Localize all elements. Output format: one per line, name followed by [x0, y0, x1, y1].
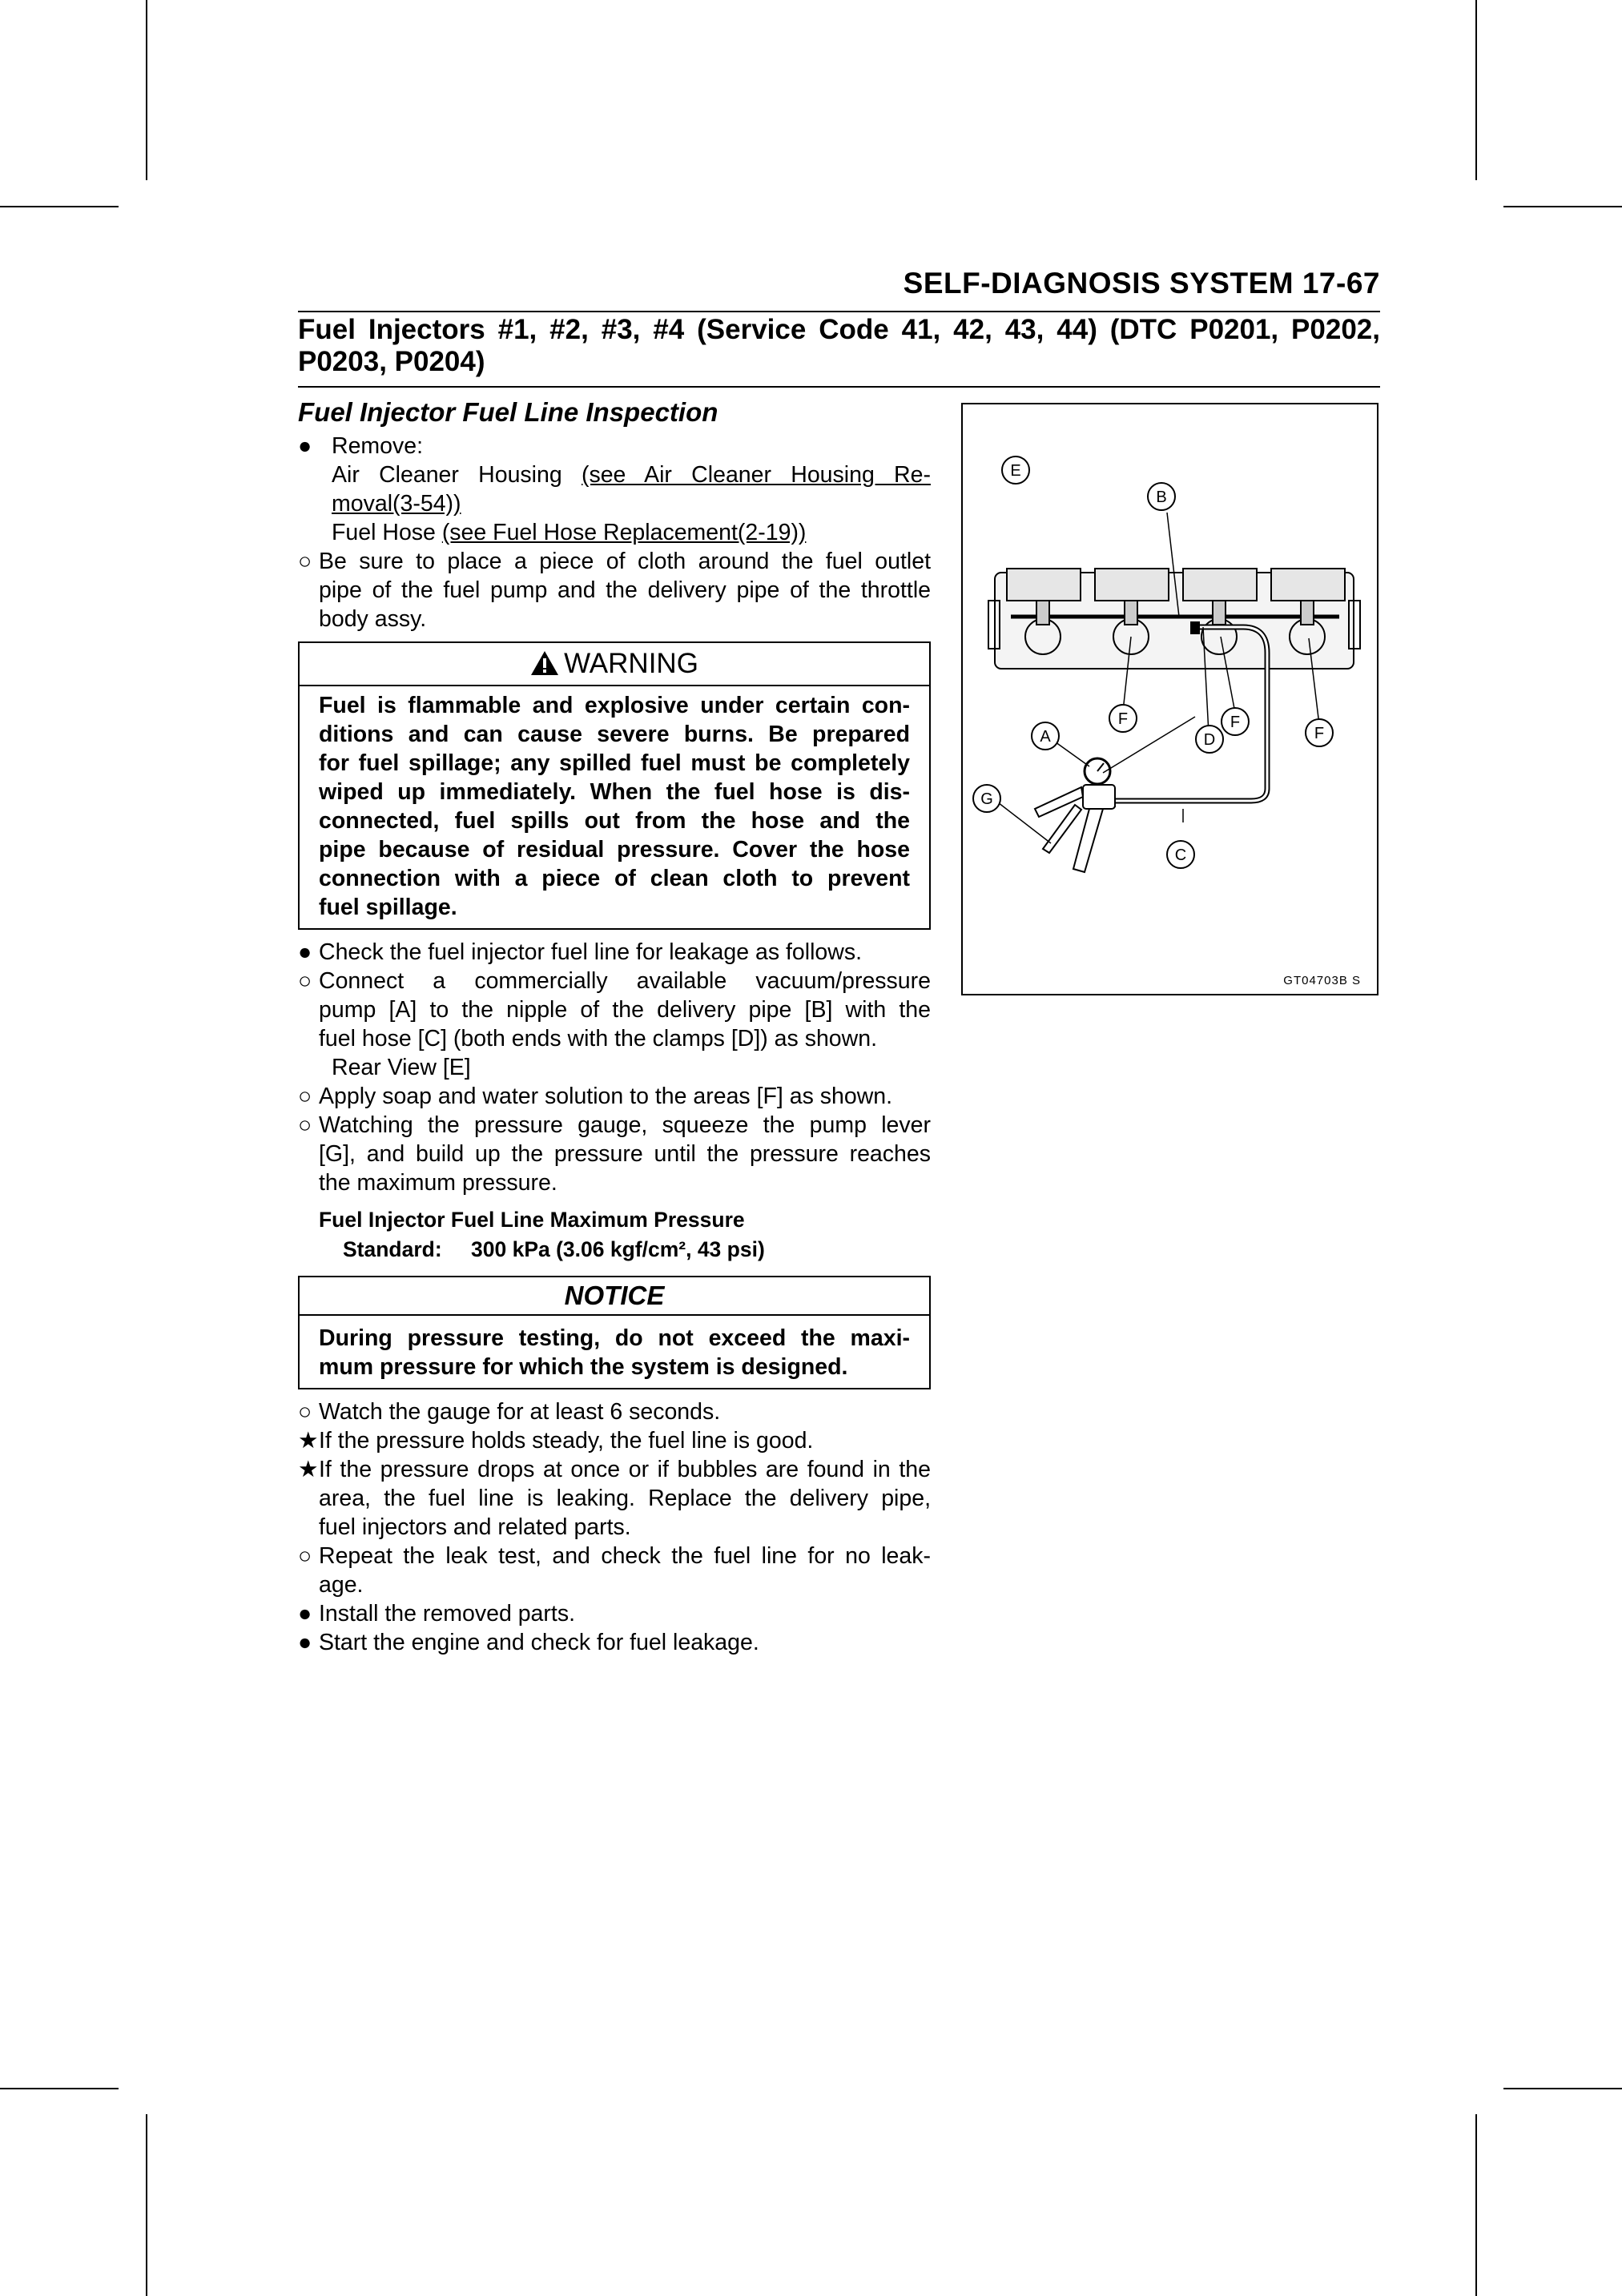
crop-mark [1503, 206, 1622, 207]
spec-value: 300 kPa (3.06 kgf/cm², 43 psi) [471, 1237, 765, 1261]
warning-line: pipe because of residual pressure. Cover the hose [319, 837, 910, 863]
page-header-title: SELF-DIAGNOSIS SYSTEM 17-67 [903, 267, 1380, 300]
pump-body [1083, 785, 1115, 809]
step-cloth-cont: pipe of the fuel pump and the delivery pipe of the throttle [319, 577, 931, 603]
throttle-body-top [1095, 569, 1169, 601]
callout-label-d: D [1203, 731, 1216, 749]
notice-body [300, 1316, 929, 1388]
bullet-icon: ● [298, 1630, 312, 1655]
notice-header [300, 1277, 929, 1316]
step-connect: ○ Connect a commercially available vacuum/pressure [298, 968, 931, 994]
callout-label-b: B [1156, 489, 1167, 506]
throttle-body-top [1183, 569, 1257, 601]
callout-label-c: C [1174, 846, 1187, 864]
throttle-body-top [1271, 569, 1345, 601]
crop-mark [1475, 2114, 1477, 2296]
spec-standard [319, 1235, 931, 1265]
step-gauge: ○ Watch the gauge for at least 6 seconds. [298, 1399, 721, 1425]
section-title-line: Fuel Injectors #1, #2, #3, #4 (Service Code 41, 42, 43, 44) (DTC P0201, P0202, [298, 314, 1380, 345]
step-repeat-cont: age. [319, 1572, 364, 1598]
pump-grip [1073, 809, 1103, 872]
notice-line: mum pressure for which the system is designed. [319, 1354, 848, 1380]
figure-fuel-line-inspection [961, 403, 1378, 995]
step-cloth: ○ Be sure to place a piece of cloth around the fuel outlet [298, 549, 931, 574]
star-icon: ★ [298, 1428, 319, 1454]
step-watch: ○ Watching the pressure gauge, squeeze the pump lever [298, 1112, 931, 1138]
notice-line: During pressure testing, do not exceed the maxi- [319, 1325, 910, 1351]
crop-mark [146, 2114, 147, 2296]
step-watch-cont: the maximum pressure. [319, 1170, 557, 1196]
callout-label-f: F [1230, 714, 1241, 731]
callout-label-f: F [1314, 725, 1325, 742]
warning-box [298, 641, 931, 930]
star-icon: ★ [298, 1457, 319, 1482]
injector [1213, 601, 1226, 625]
step-connect-cont: pump [A] to the nipple of the delivery pipe [B] with the [319, 997, 931, 1023]
callout-label-a: A [1040, 728, 1051, 746]
warning-line: fuel spillage. [319, 895, 457, 920]
step-connect-cont: fuel hose [C] (both ends with the clamps [D]) as shown. [319, 1026, 877, 1051]
section-title-line: P0203, P0204) [298, 346, 485, 377]
circle-icon: ○ [298, 1543, 312, 1569]
figure-code: GT04703B S [1283, 974, 1361, 987]
step-start: ● Start the engine and check for fuel leakage. [298, 1630, 759, 1655]
rear-view-label: Rear View [E] [332, 1055, 471, 1080]
callout-label-e: E [1010, 462, 1021, 480]
result-drops-cont: fuel injectors and related parts. [319, 1514, 631, 1540]
crop-mark [1475, 0, 1477, 180]
remove-item-fuel-hose: Fuel Hose (see Fuel Hose Replacement(2-19)) [332, 520, 807, 545]
callout-label-f: F [1117, 710, 1129, 728]
crop-mark [0, 206, 119, 207]
warning-title: WARNING [564, 648, 698, 679]
hose-clamp [1191, 622, 1199, 633]
warning-line: connection with a piece of clean cloth to prevent [319, 866, 910, 891]
spec-label: Standard: [343, 1237, 442, 1261]
circle-icon: ○ [298, 549, 312, 574]
bullet-icon: ● [298, 1601, 312, 1627]
bullet-icon: ● [298, 939, 312, 965]
injector [1125, 601, 1137, 625]
step-soap: ○ Apply soap and water solution to the areas [F] as shown. [298, 1084, 893, 1109]
step-install: ● Install the removed parts. [298, 1601, 575, 1627]
remove-item-air-cleaner: Air Cleaner Housing (see Air Cleaner Housing Re- [332, 462, 931, 488]
circle-icon: ○ [298, 968, 312, 994]
crop-mark [1503, 2088, 1622, 2089]
main-column [298, 398, 931, 1657]
header-rule [298, 311, 1380, 312]
warning-line: ditions and can cause severe burns. Be prepared [319, 722, 910, 747]
link-fuel-hose-replacement[interactable]: (see Fuel Hose Replacement(2-19)) [441, 520, 807, 545]
notice-title: NOTICE [564, 1281, 665, 1310]
result-drops-cont: area, the fuel line is leaking. Replace the delivery pipe, [319, 1486, 931, 1511]
injector [1301, 601, 1314, 625]
result-drops: ★ If the pressure drops at once or if bubbles are found in the [298, 1457, 931, 1482]
step-check: ● Check the fuel injector fuel line for leakage as follows. [298, 939, 863, 965]
warning-header [300, 643, 929, 686]
section-rule [298, 386, 1380, 388]
throttle-body-top [1007, 569, 1081, 601]
warning-triangle-icon [530, 650, 559, 676]
bullet-icon: ● [298, 433, 312, 459]
link-air-cleaner-housing-removal[interactable]: moval(3-54)) [332, 491, 461, 517]
circle-icon: ○ [298, 1399, 312, 1425]
warning-line: Fuel is flammable and explosive under certain con- [319, 693, 910, 718]
callout-label-g: G [980, 790, 993, 808]
link-air-cleaner-housing-removal[interactable]: (see Air Cleaner Housing Re- [581, 462, 931, 488]
notice-box [298, 1276, 931, 1389]
step-repeat: ○ Repeat the leak test, and check the fuel line for no leak- [298, 1543, 931, 1569]
circle-icon: ○ [298, 1112, 312, 1138]
section-title [298, 314, 1380, 378]
crop-mark [146, 0, 147, 180]
crop-mark [0, 2088, 119, 2089]
subsection-title: Fuel Injector Fuel Line Inspection [298, 397, 718, 427]
step-cloth-cont: body assy. [319, 606, 427, 632]
warning-line: wiped up immediately. When the fuel hose is dis- [319, 779, 910, 805]
remove-item-air-cleaner-cont [298, 489, 931, 518]
spec-title: Fuel Injector Fuel Line Maximum Pressure [319, 1208, 745, 1232]
result-holds: ★ If the pressure holds steady, the fuel line is good. [298, 1428, 814, 1454]
warning-line: connected, fuel spills out from the hose and the [319, 808, 910, 834]
warning-body [300, 686, 929, 928]
figure-illustration [963, 404, 1377, 994]
step-remove: ● Remove: [298, 433, 424, 459]
spec-block [298, 1205, 931, 1265]
warning-line: for fuel spillage; any spilled fuel must be completely [319, 750, 910, 776]
injector [1036, 601, 1049, 625]
circle-icon: ○ [298, 1084, 312, 1109]
step-watch-cont: [G], and build up the pressure until the pressure reaches [319, 1141, 931, 1167]
